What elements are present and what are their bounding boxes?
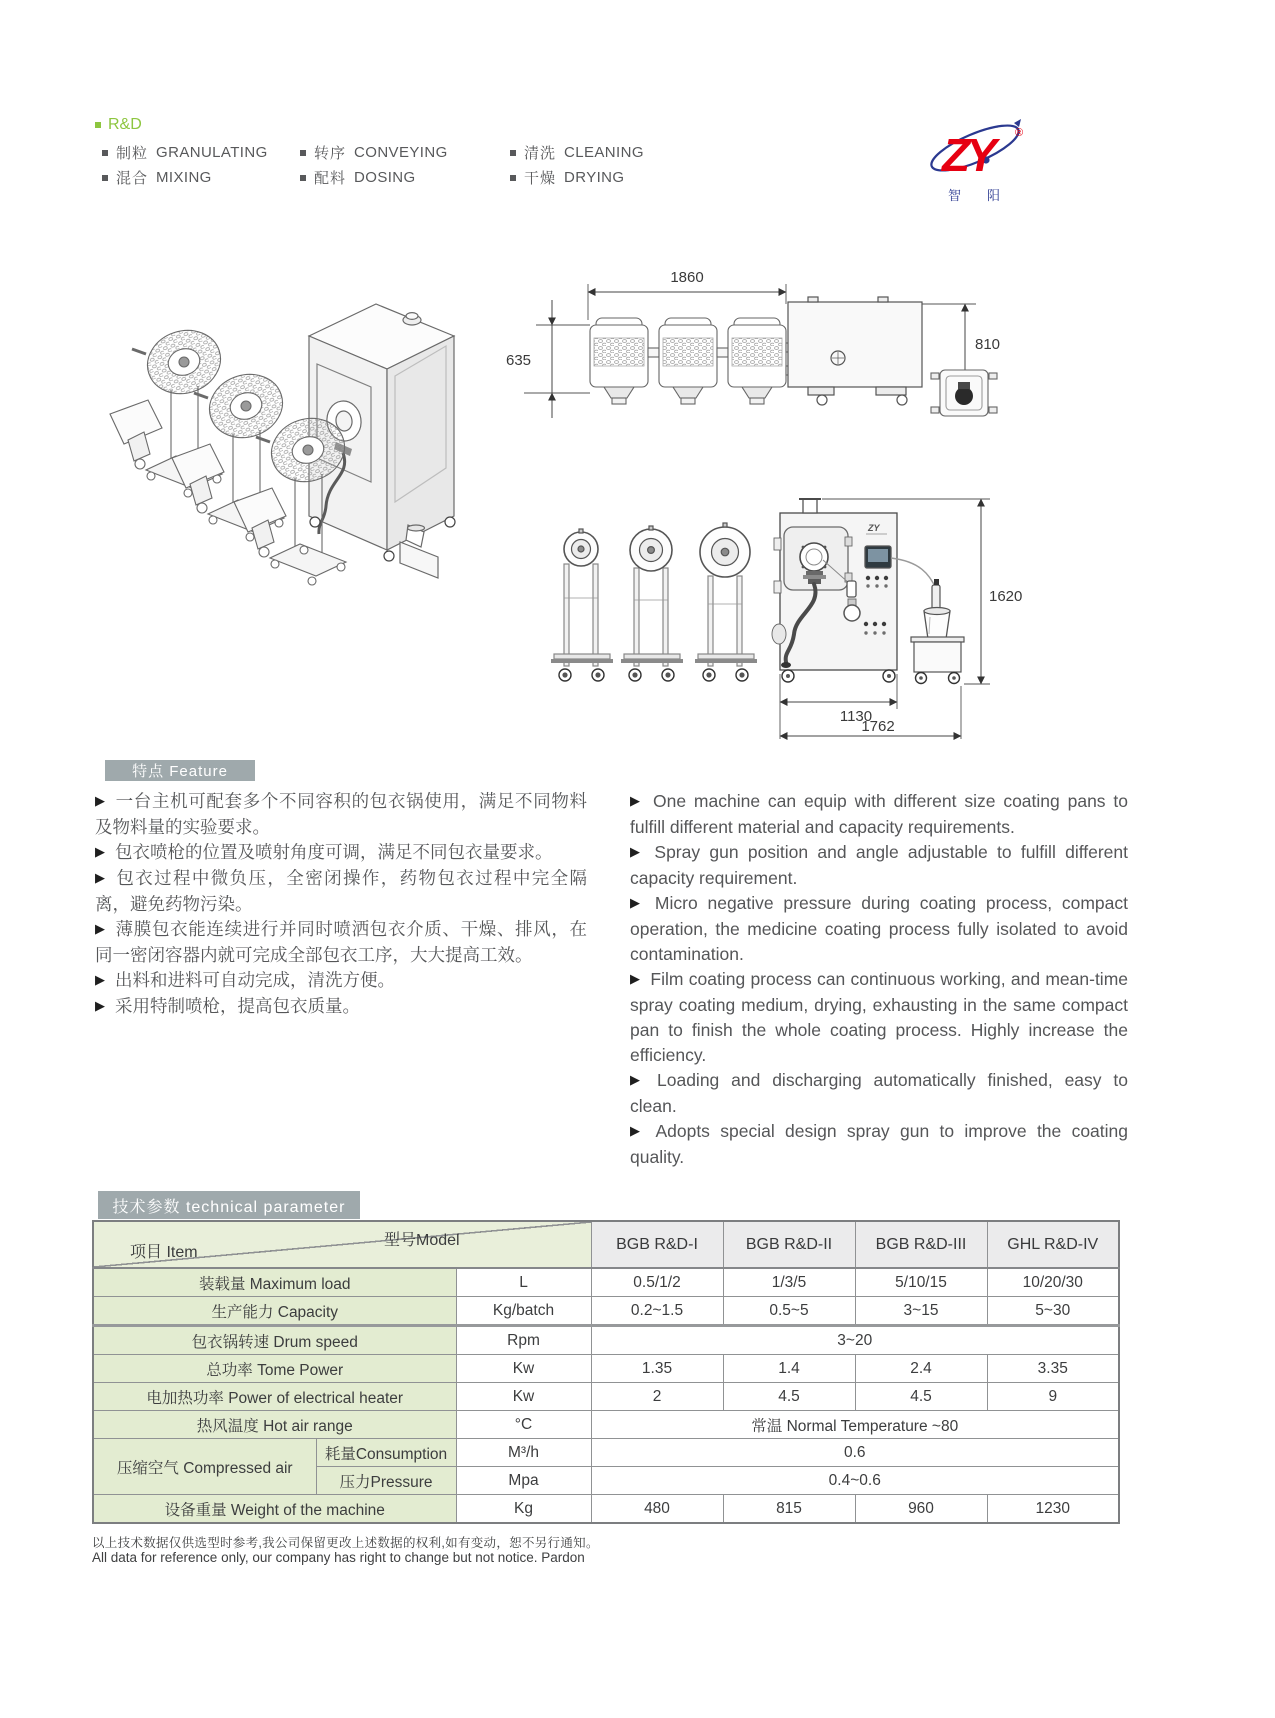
- value-cell: 4.5: [855, 1383, 987, 1411]
- top-view-cabinet: [788, 297, 922, 405]
- model-header-cell: BGB R&D-I: [591, 1221, 723, 1268]
- row-label-cell: 包衣锅转速 Drum speed: [93, 1326, 456, 1355]
- feature-item-zh: ▶ 薄膜包衣能连续进行并同时喷洒包衣介质、干燥、排风，在同一密闭容器内就可完成全部包衣工序，大大提高工效。: [95, 917, 587, 968]
- row-sublabel-cell: 压力Pressure: [316, 1467, 456, 1495]
- value-cell: 2.4: [855, 1355, 987, 1383]
- unit-cell: Kw: [456, 1355, 591, 1383]
- feature-list-zh: [95, 789, 587, 1020]
- unit-cell: M³/h: [456, 1439, 591, 1467]
- feature-item-zh: ▶ 一台主机可配套多个不同容积的包衣锅使用，满足不同物料及物料量的实验要求。: [95, 789, 587, 840]
- isometric-machine-illustration: [112, 258, 480, 598]
- feature-item-en: ▶ One machine can equip with different size coating pans to fulfill different material and capacity requirements.: [630, 789, 1128, 840]
- feature-item-en: ▶ Adopts special design spray gun to improve the coating quality.: [630, 1119, 1128, 1170]
- value-cell: 815: [723, 1495, 855, 1524]
- logo-text: ZY: [942, 129, 993, 181]
- square-bullet-icon: [510, 175, 516, 181]
- category-en: MIXING: [156, 169, 212, 186]
- feature-list-en: [630, 789, 1128, 1170]
- value-cell: 1/3/5: [723, 1268, 855, 1297]
- dim-1130-label: 1130: [839, 708, 873, 725]
- table-row-drum-speed: [93, 1326, 1119, 1355]
- model-header-cell: BGB R&D-III: [855, 1221, 987, 1268]
- value-span-cell: 0.4~0.6: [591, 1467, 1119, 1495]
- dim-635-label: 635: [506, 352, 532, 369]
- feature-item-en: ▶ Loading and discharging automatically finished, easy to clean.: [630, 1068, 1128, 1119]
- category-mixing: [102, 167, 212, 188]
- top-view-drawing: [478, 248, 1053, 438]
- category-drying: [510, 167, 624, 188]
- pan-stand-small: [551, 529, 613, 681]
- value-cell: 1230: [987, 1495, 1119, 1524]
- technical-parameter-table: [92, 1220, 1120, 1524]
- row-label-cell: 压缩空气 Compressed air: [93, 1439, 316, 1495]
- square-bullet-icon: [510, 150, 516, 156]
- row-label-cell: 设备重量 Weight of the machine: [93, 1495, 456, 1524]
- category-en: DRYING: [564, 169, 625, 186]
- category-en: CONVEYING: [354, 144, 448, 161]
- row-label-cell: 总功率 Tome Power: [93, 1355, 456, 1383]
- square-bullet-icon: [102, 150, 108, 156]
- company-logo: [922, 108, 1034, 208]
- feature-section-badge: 特点 Feature: [105, 760, 255, 781]
- value-cell: 9: [987, 1383, 1119, 1411]
- dim-1620-label: 1620: [989, 588, 1023, 605]
- row-label-cell: 生产能力 Capacity: [93, 1297, 456, 1326]
- feature-item-en: ▶ Micro negative pressure during coating process, compact operation, the medicine coating process fully isolated to avoid contamination.: [630, 891, 1128, 967]
- category-granulating: [102, 142, 268, 163]
- category-zh: 转序: [314, 145, 347, 162]
- unit-cell: Mpa: [456, 1467, 591, 1495]
- category-zh: 配料: [314, 170, 347, 187]
- bucket-cart: [911, 579, 964, 684]
- top-view-aux-unit: [931, 370, 997, 416]
- feature-item-en: ▶ Spray gun position and angle adjustable to fulfill different capacity requirement.: [630, 840, 1128, 891]
- category-zh: 干燥: [524, 170, 557, 187]
- table-row-heater-power: [93, 1383, 1119, 1411]
- table-corner-cell: [93, 1221, 591, 1268]
- disclaimer-en: All data for reference only, our company has right to change but not notice. Pardon: [92, 1550, 585, 1565]
- unit-cell: L: [456, 1268, 591, 1297]
- category-zh: 混合: [116, 170, 149, 187]
- row-label-cell: 电加热功率 Power of electrical heater: [93, 1383, 456, 1411]
- table-row-weight: [93, 1495, 1119, 1524]
- unit-cell: Kg/batch: [456, 1297, 591, 1326]
- top-view-pans: [590, 318, 798, 404]
- zy-logo-icon: [922, 108, 1034, 208]
- feature-item-zh: ▶ 包衣喷枪的位置及喷射角度可调，满足不同包衣量要求。: [95, 840, 587, 866]
- model-header-cell: BGB R&D-II: [723, 1221, 855, 1268]
- table-row-total-power: [93, 1355, 1119, 1383]
- feature-item-zh: ▶ 出料和进料可自动完成，清洗方便。: [95, 968, 587, 994]
- value-cell: 5/10/15: [855, 1268, 987, 1297]
- dim-1762-label: 1762: [861, 718, 895, 735]
- unit-cell: Rpm: [456, 1326, 591, 1355]
- header: [95, 116, 855, 192]
- value-cell: 3.35: [987, 1355, 1119, 1383]
- table-row-hot-air: [93, 1411, 1119, 1439]
- model-header-cell: GHL R&D-IV: [987, 1221, 1119, 1268]
- rd-series-label: [95, 116, 855, 134]
- table-header-row: [93, 1221, 1119, 1268]
- category-cleaning: [510, 142, 644, 163]
- value-cell: 0.5/1/2: [591, 1268, 723, 1297]
- value-cell: 3~15: [855, 1297, 987, 1326]
- category-conveying: [300, 142, 448, 163]
- value-span-cell: 3~20: [591, 1326, 1119, 1355]
- category-en: CLEANING: [564, 144, 644, 161]
- value-cell: 0.2~1.5: [591, 1297, 723, 1326]
- unit-cell: °C: [456, 1411, 591, 1439]
- cabinet-logo-mark: ZY: [868, 523, 880, 533]
- dim-635: [506, 300, 590, 418]
- value-cell: 4.5: [723, 1383, 855, 1411]
- value-cell: 1.4: [723, 1355, 855, 1383]
- disclaimer-zh: 以上技术数据仅供选型时参考,我公司保留更改上述数据的权利,如有变动，恕不另行通知。: [92, 1536, 599, 1550]
- pan-stand-large: [695, 523, 757, 681]
- value-cell: 5~30: [987, 1297, 1119, 1326]
- dim-1860-label: 1860: [670, 269, 704, 286]
- front-view-drawing: [478, 438, 1058, 743]
- square-bullet-icon: [300, 175, 306, 181]
- value-cell: 1.35: [591, 1355, 723, 1383]
- category-en: GRANULATING: [156, 144, 268, 161]
- dim-1860: [588, 269, 786, 320]
- dim-810-label: 810: [975, 336, 1001, 353]
- registered-mark: ®: [1015, 127, 1024, 139]
- corner-item-label: 项目 Item: [130, 1244, 198, 1261]
- row-label-cell: 热风温度 Hot air range: [93, 1411, 456, 1439]
- unit-cell: Kw: [456, 1383, 591, 1411]
- corner-model-label: 型号Model: [384, 1232, 460, 1249]
- rd-text: R&D: [108, 116, 142, 133]
- pan-stand-medium: [621, 526, 683, 681]
- table-row-capacity: [93, 1297, 1119, 1326]
- category-zh: 清洗: [524, 145, 557, 162]
- disclaimer: [92, 1536, 599, 1566]
- feature-item-en: ▶ Film coating process can continuous working, and mean-time spray coating medium, drying, exhausting in the same compact pan to finish the whole coating process. Highly increase the efficiency.: [630, 967, 1128, 1068]
- category-list: [95, 140, 855, 192]
- green-square-bullet-icon: [95, 122, 101, 128]
- row-sublabel-cell: 耗量Consumption: [316, 1439, 456, 1467]
- parameter-section-badge: 技术参数 technical parameter: [98, 1191, 360, 1219]
- value-span-cell: 0.6: [591, 1439, 1119, 1467]
- value-cell: 0.5~5: [723, 1297, 855, 1326]
- unit-cell: Kg: [456, 1495, 591, 1524]
- square-bullet-icon: [300, 150, 306, 156]
- feature-item-zh: ▶ 采用特制喷枪，提高包衣质量。: [95, 994, 587, 1020]
- table-row-compressed-air-consumption: [93, 1439, 1119, 1467]
- feature-item-zh: ▶ 包衣过程中微负压，全密闭操作，药物包衣过程中完全隔离，避免药物污染。: [95, 866, 587, 917]
- square-bullet-icon: [102, 175, 108, 181]
- front-view-cabinet: [772, 499, 936, 682]
- category-dosing: [300, 167, 416, 188]
- category-zh: 制粒: [116, 145, 149, 162]
- value-cell: 480: [591, 1495, 723, 1524]
- table-row-max-load: [93, 1268, 1119, 1297]
- value-span-cell: 常温 Normal Temperature ~80: [591, 1411, 1119, 1439]
- logo-subtext: 智阳: [948, 188, 1027, 203]
- value-cell: 10/20/30: [987, 1268, 1119, 1297]
- category-en: DOSING: [354, 169, 416, 186]
- row-label-cell: 装载量 Maximum load: [93, 1268, 456, 1297]
- value-cell: 2: [591, 1383, 723, 1411]
- value-cell: 960: [855, 1495, 987, 1524]
